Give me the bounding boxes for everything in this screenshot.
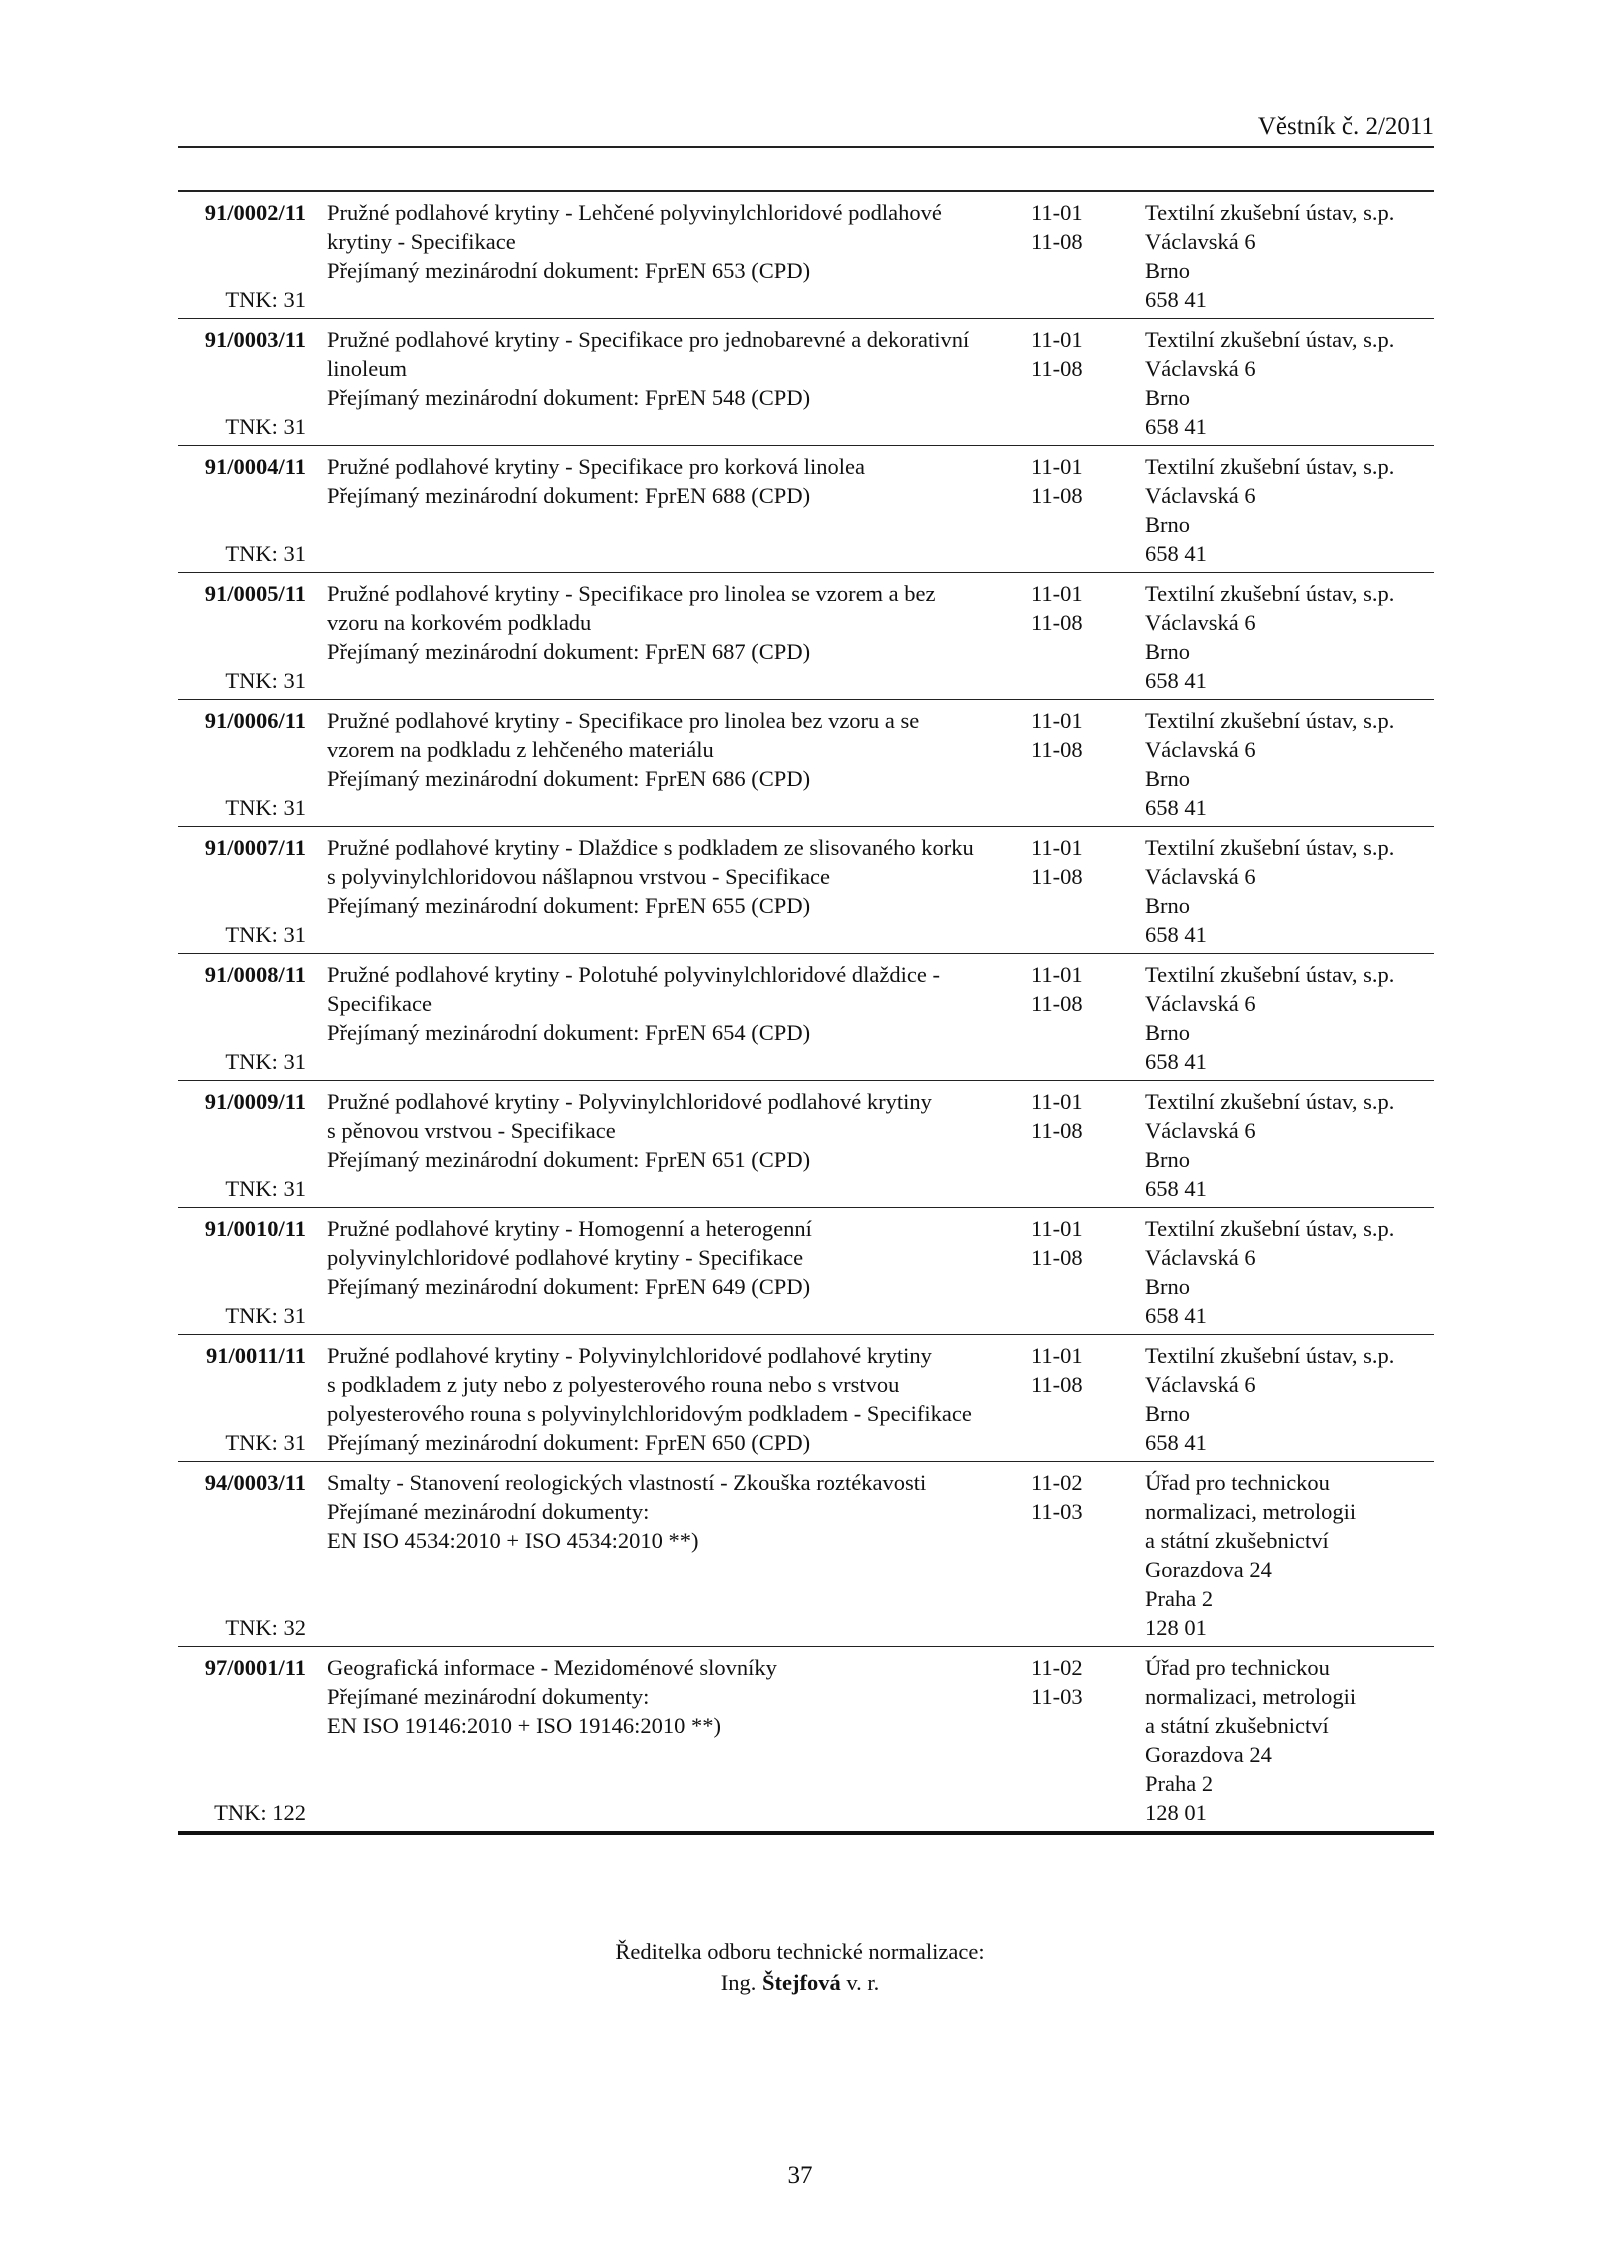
doc-title-line: Přejímaný mezinárodní dokument: FprEN 687 (CPD)	[327, 639, 811, 664]
doc-title-cell	[306, 954, 1031, 1080]
signature-block	[0, 1936, 1600, 1998]
classification-code: 11-01	[1031, 1343, 1083, 1368]
organization-address-line: 658 41	[1145, 1303, 1207, 1328]
standards-table	[178, 190, 1434, 1835]
doc-title-line: Přejímaný mezinárodní dokument: FprEN 688 (CPD)	[327, 483, 811, 508]
tnk-label: TNK: 31	[225, 1049, 306, 1074]
classification-code: 11-01	[1031, 962, 1083, 987]
table-row	[178, 1080, 1434, 1207]
tnk-label: TNK: 31	[225, 795, 306, 820]
doc-title-line: Přejímaný mezinárodní dokument: FprEN 548 (CPD)	[327, 385, 811, 410]
doc-title-line: Smalty - Stanovení reologických vlastností - Zkouška roztékavosti	[327, 1470, 927, 1495]
tnk-label: TNK: 31	[225, 414, 306, 439]
organization-address-line: Textilní zkušební ústav, s.p.	[1145, 708, 1395, 733]
organization-address-line: Václavská 6	[1145, 991, 1256, 1016]
doc-title-cell	[306, 192, 1031, 318]
organization-address-line: Úřad pro technickou	[1145, 1470, 1330, 1495]
classification-code: 11-08	[1031, 737, 1083, 762]
classification-code: 11-02	[1031, 1470, 1083, 1495]
doc-title-line: s podkladem z juty nebo z polyesterového rouna nebo s vrstvou	[327, 1372, 900, 1397]
organization-address-line: Brno	[1145, 258, 1190, 283]
organization-cell	[1145, 700, 1434, 826]
doc-title-line: Přejímané mezinárodní dokumenty:	[327, 1499, 650, 1524]
organization-address-line: normalizaci, metrologii	[1145, 1499, 1357, 1524]
classification-code: 11-02	[1031, 1655, 1083, 1680]
classification-code: 11-01	[1031, 200, 1083, 225]
doc-code: 97/0001/11	[204, 1655, 306, 1680]
doc-title-line: Přejímaný mezinárodní dokument: FprEN 649 (CPD)	[327, 1274, 811, 1299]
organization-address-line: Textilní zkušební ústav, s.p.	[1145, 581, 1395, 606]
classification-cell	[1031, 192, 1145, 318]
doc-code: 91/0010/11	[204, 1216, 306, 1241]
doc-id-cell	[178, 319, 306, 445]
table-row	[178, 572, 1434, 699]
doc-title-line: s polyvinylchloridovou nášlapnou vrstvou - Specifikace	[327, 864, 831, 889]
organization-address-line: Václavská 6	[1145, 1372, 1256, 1397]
doc-title-line: Geografická informace - Mezidoménové slovníky	[327, 1655, 777, 1680]
organization-address-line: 658 41	[1145, 668, 1207, 693]
organization-address-line: Úřad pro technickou	[1145, 1655, 1330, 1680]
page-number: 37	[787, 2162, 813, 2189]
organization-cell	[1145, 1081, 1434, 1207]
organization-address-line: Brno	[1145, 512, 1190, 537]
classification-cell	[1031, 1208, 1145, 1334]
classification-code: 11-08	[1031, 1118, 1083, 1143]
organization-address-line: Textilní zkušební ústav, s.p.	[1145, 1089, 1395, 1114]
tnk-label: TNK: 31	[225, 1176, 306, 1201]
table-row	[178, 1207, 1434, 1334]
tnk-label: TNK: 122	[214, 1800, 306, 1825]
doc-code: 91/0006/11	[204, 708, 306, 733]
doc-id-cell	[178, 192, 306, 318]
table-row	[178, 1461, 1434, 1646]
classification-code: 11-08	[1031, 610, 1083, 635]
organization-cell	[1145, 827, 1434, 953]
organization-address-line: Brno	[1145, 639, 1190, 664]
organization-address-line: 128 01	[1145, 1615, 1207, 1640]
doc-id-cell	[178, 1208, 306, 1334]
organization-address-line: Václavská 6	[1145, 1118, 1256, 1143]
classification-code: 11-01	[1031, 1089, 1083, 1114]
doc-title-cell	[306, 1462, 1031, 1646]
organization-address-line: 658 41	[1145, 1049, 1207, 1074]
classification-code: 11-08	[1031, 229, 1083, 254]
doc-title-line: EN ISO 4534:2010 + ISO 4534:2010 **)	[327, 1528, 699, 1553]
doc-id-cell	[178, 1335, 306, 1461]
classification-cell	[1031, 1335, 1145, 1461]
doc-code: 91/0011/11	[205, 1343, 306, 1368]
doc-title-line: linoleum	[327, 356, 407, 381]
organization-address-line: Václavská 6	[1145, 356, 1256, 381]
organization-address-line: Václavská 6	[1145, 1245, 1256, 1270]
doc-id-cell	[178, 1462, 306, 1646]
organization-address-line: Brno	[1145, 1401, 1190, 1426]
organization-address-line: a státní zkušebnictví	[1145, 1713, 1329, 1738]
doc-id-cell	[178, 1647, 306, 1831]
organization-cell	[1145, 954, 1434, 1080]
classification-code: 11-03	[1031, 1684, 1083, 1709]
classification-code: 11-08	[1031, 483, 1083, 508]
doc-title-line: polyvinylchloridové podlahové krytiny - Specifikace	[327, 1245, 804, 1270]
doc-id-cell	[178, 954, 306, 1080]
classification-cell	[1031, 1647, 1145, 1831]
organization-address-line: 658 41	[1145, 922, 1207, 947]
table-row	[178, 1646, 1434, 1831]
doc-code: 94/0003/11	[204, 1470, 306, 1495]
organization-cell	[1145, 319, 1434, 445]
doc-title-line: Pružné podlahové krytiny - Specifikace pro jednobarevné a dekorativní	[327, 327, 970, 352]
doc-code: 91/0007/11	[204, 835, 306, 860]
doc-title-line: Pružné podlahové krytiny - Polyvinylchloridové podlahové krytiny	[327, 1343, 932, 1368]
doc-title-line: Pružné podlahové krytiny - Lehčené polyvinylchloridové podlahové	[327, 200, 942, 225]
classification-cell	[1031, 1462, 1145, 1646]
tnk-label: TNK: 31	[225, 668, 306, 693]
organization-address-line: Brno	[1145, 1274, 1190, 1299]
organization-cell	[1145, 1647, 1434, 1831]
organization-address-line: a státní zkušebnictví	[1145, 1528, 1329, 1553]
organization-cell	[1145, 573, 1434, 699]
organization-address-line: Brno	[1145, 1147, 1190, 1172]
signature-name-line	[0, 1967, 1600, 1998]
organization-address-line: 658 41	[1145, 1176, 1207, 1201]
doc-code: 91/0004/11	[204, 454, 306, 479]
doc-title-line: krytiny - Specifikace	[327, 229, 516, 254]
table-row	[178, 826, 1434, 953]
classification-cell	[1031, 319, 1145, 445]
classification-cell	[1031, 573, 1145, 699]
doc-title-line: Přejímaný mezinárodní dokument: FprEN 655 (CPD)	[327, 893, 811, 918]
organization-address-line: Gorazdova 24	[1145, 1742, 1272, 1767]
classification-cell	[1031, 827, 1145, 953]
tnk-label: TNK: 32	[225, 1615, 306, 1640]
table-row	[178, 953, 1434, 1080]
signature-suffix: v. r.	[846, 1970, 880, 1995]
organization-cell	[1145, 1208, 1434, 1334]
organization-cell	[1145, 192, 1434, 318]
classification-code: 11-08	[1031, 1372, 1083, 1397]
classification-code: 11-03	[1031, 1499, 1083, 1524]
doc-code: 91/0003/11	[204, 327, 306, 352]
organization-address-line: Gorazdova 24	[1145, 1557, 1272, 1582]
classification-code: 11-08	[1031, 356, 1083, 381]
doc-title-line: vzoru na korkovém podkladu	[327, 610, 592, 635]
organization-address-line: Václavská 6	[1145, 610, 1256, 635]
classification-cell	[1031, 1081, 1145, 1207]
doc-title-cell	[306, 573, 1031, 699]
signature-prefix: Ing.	[720, 1970, 757, 1995]
organization-address-line: Textilní zkušební ústav, s.p.	[1145, 327, 1395, 352]
organization-address-line: 658 41	[1145, 541, 1207, 566]
classification-cell	[1031, 954, 1145, 1080]
classification-cell	[1031, 446, 1145, 572]
organization-address-line: Václavská 6	[1145, 483, 1256, 508]
doc-title-line: vzorem na podkladu z lehčeného materiálu	[327, 737, 714, 762]
doc-title-cell	[306, 319, 1031, 445]
doc-title-line: Pružné podlahové krytiny - Polotuhé polyvinylchloridové dlaždice -	[327, 962, 940, 987]
doc-title-line: Přejímaný mezinárodní dokument: FprEN 653 (CPD)	[327, 258, 811, 283]
organization-address-line: Brno	[1145, 893, 1190, 918]
doc-id-cell	[178, 827, 306, 953]
classification-code: 11-01	[1031, 835, 1083, 860]
classification-code: 11-01	[1031, 1216, 1083, 1241]
classification-code: 11-01	[1031, 708, 1083, 733]
table-row	[178, 318, 1434, 445]
tnk-label: TNK: 31	[225, 287, 306, 312]
organization-address-line: Textilní zkušební ústav, s.p.	[1145, 1343, 1395, 1368]
doc-title-line: EN ISO 19146:2010 + ISO 19146:2010 **)	[327, 1713, 721, 1738]
header-title: Věstník č. 2/2011	[1257, 113, 1434, 140]
doc-code: 91/0009/11	[204, 1089, 306, 1114]
organization-address-line: normalizaci, metrologii	[1145, 1684, 1357, 1709]
doc-title-cell	[306, 1647, 1031, 1831]
doc-title-line: Přejímaný mezinárodní dokument: FprEN 654 (CPD)	[327, 1020, 811, 1045]
organization-address-line: Brno	[1145, 1020, 1190, 1045]
doc-id-cell	[178, 1081, 306, 1207]
doc-title-cell	[306, 700, 1031, 826]
organization-address-line: Textilní zkušební ústav, s.p.	[1145, 962, 1395, 987]
organization-address-line: 128 01	[1145, 1800, 1207, 1825]
organization-address-line: Václavská 6	[1145, 737, 1256, 762]
organization-address-line: Václavská 6	[1145, 864, 1256, 889]
table-row	[178, 445, 1434, 572]
classification-code: 11-01	[1031, 327, 1083, 352]
signature-role: Ředitelka odboru technické normalizace:	[615, 1939, 985, 1964]
doc-title-line: s pěnovou vrstvou - Specifikace	[327, 1118, 616, 1143]
table-row	[178, 699, 1434, 826]
tnk-label: TNK: 31	[225, 922, 306, 947]
doc-code: 91/0002/11	[204, 200, 306, 225]
doc-title-line: Přejímaný mezinárodní dokument: FprEN 686 (CPD)	[327, 766, 811, 791]
organization-address-line: 658 41	[1145, 1430, 1207, 1455]
organization-address-line: Praha 2	[1145, 1771, 1214, 1796]
doc-title-line: Pružné podlahové krytiny - Specifikace pro linolea se vzorem a bez	[327, 581, 936, 606]
tnk-label: TNK: 31	[225, 1303, 306, 1328]
classification-code: 11-08	[1031, 1245, 1083, 1270]
organization-address-line: 658 41	[1145, 795, 1207, 820]
doc-title-cell	[306, 827, 1031, 953]
doc-code: 91/0008/11	[204, 962, 306, 987]
classification-code: 11-08	[1031, 991, 1083, 1016]
organization-address-line: Textilní zkušební ústav, s.p.	[1145, 454, 1395, 479]
classification-code: 11-01	[1031, 581, 1083, 606]
doc-title-cell	[306, 1335, 1031, 1461]
classification-cell	[1031, 700, 1145, 826]
doc-title-cell	[306, 1208, 1031, 1334]
doc-title-line: Pružné podlahové krytiny - Specifikace pro linolea bez vzoru a se	[327, 708, 920, 733]
organization-address-line: 658 41	[1145, 287, 1207, 312]
doc-title-cell	[306, 446, 1031, 572]
tnk-label: TNK: 31	[225, 1430, 306, 1455]
doc-id-cell	[178, 573, 306, 699]
organization-address-line: Textilní zkušební ústav, s.p.	[1145, 835, 1395, 860]
organization-address-line: Praha 2	[1145, 1586, 1214, 1611]
classification-code: 11-01	[1031, 454, 1083, 479]
doc-title-line: Přejímaný mezinárodní dokument: FprEN 650 (CPD)	[327, 1430, 811, 1455]
table-row	[178, 1334, 1434, 1461]
organization-cell	[1145, 1462, 1434, 1646]
organization-address-line: Brno	[1145, 385, 1190, 410]
organization-cell	[1145, 446, 1434, 572]
doc-title-line: polyesterového rouna s polyvinylchloridovým podkladem - Specifikace	[327, 1401, 972, 1426]
doc-id-cell	[178, 446, 306, 572]
doc-title-line: Pružné podlahové krytiny - Dlaždice s podkladem ze slisovaného korku	[327, 835, 974, 860]
organization-address-line: Textilní zkušební ústav, s.p.	[1145, 1216, 1395, 1241]
organization-address-line: Václavská 6	[1145, 229, 1256, 254]
signature-name: Štejfová	[761, 1970, 841, 1995]
doc-title-line: Přejímané mezinárodní dokumenty:	[327, 1684, 650, 1709]
doc-title-line: Pružné podlahové krytiny - Polyvinylchloridové podlahové krytiny	[327, 1089, 932, 1114]
tnk-label: TNK: 31	[225, 541, 306, 566]
doc-title-cell	[306, 1081, 1031, 1207]
doc-title-line: Specifikace	[327, 991, 432, 1016]
organization-address-line: Textilní zkušební ústav, s.p.	[1145, 200, 1395, 225]
doc-id-cell	[178, 700, 306, 826]
doc-title-line: Pružné podlahové krytiny - Specifikace pro korková linolea	[327, 454, 865, 479]
doc-title-line: Pružné podlahové krytiny - Homogenní a heterogenní	[327, 1216, 812, 1241]
classification-code: 11-08	[1031, 864, 1083, 889]
organization-cell	[1145, 1335, 1434, 1461]
page-header	[178, 110, 1434, 148]
organization-address-line: 658 41	[1145, 414, 1207, 439]
table-row	[178, 192, 1434, 318]
doc-title-line: Přejímaný mezinárodní dokument: FprEN 651 (CPD)	[327, 1147, 811, 1172]
doc-code: 91/0005/11	[204, 581, 306, 606]
organization-address-line: Brno	[1145, 766, 1190, 791]
